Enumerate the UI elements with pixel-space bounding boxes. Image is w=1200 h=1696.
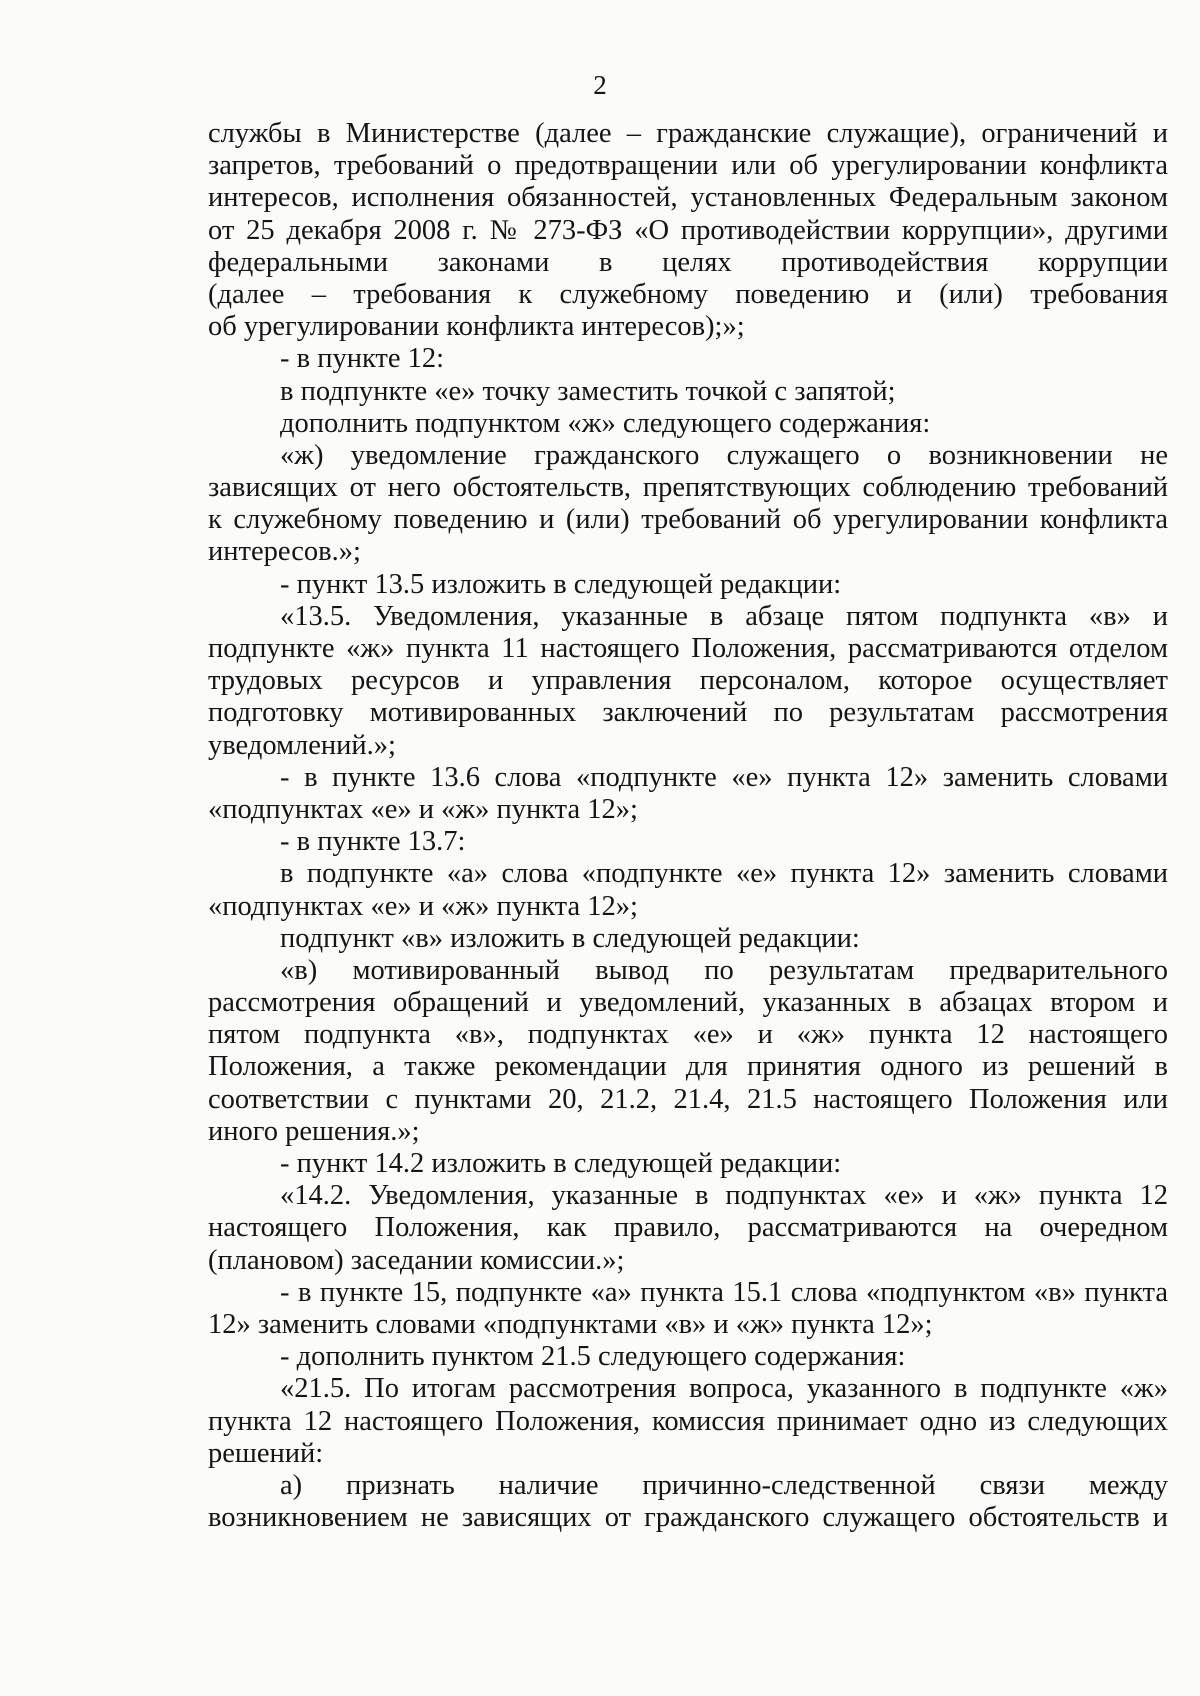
- text-line: а) признать наличие причинно-следственной связи между: [280, 1469, 1168, 1501]
- text-line: интересов, исполнения обязанностей, установленных Федеральным законом: [208, 182, 1168, 214]
- text-line: «в) мотивированный вывод по результатам предварительного: [280, 954, 1168, 986]
- text-line: - в пункте 13.6 слова «подпункте «е» пункта 12» заменить словами: [280, 761, 1168, 793]
- text-line: Положения, а также рекомендации для принятия одного из решений в: [208, 1051, 1168, 1083]
- text-line: в подпункте «а» слова «подпункте «е» пункта 12» заменить словами: [280, 858, 1168, 890]
- text-line: - пункт 14.2 изложить в следующей редакции:: [280, 1148, 842, 1179]
- text-line: «13.5. Уведомления, указанные в абзаце пятом подпункта «в» и: [280, 600, 1168, 632]
- text-line: - в пункте 12:: [280, 343, 445, 375]
- text-line: уведомлений.»;: [208, 729, 396, 761]
- text-line: от 25 декабря 2008 г. № 273-ФЗ «О противодействии коррупции», другими: [208, 214, 1168, 246]
- text-line: в подпункте «е» точку заместить точкой с запятой;: [280, 375, 896, 407]
- text-line: (далее – требования к служебному поведению и (или) требования: [208, 278, 1168, 310]
- text-line: «подпунктах «е» и «ж» пункта 12»;: [208, 890, 638, 922]
- text-line: «21.5. По итогам рассмотрения вопроса, указанного в подпункте «ж»: [280, 1373, 1168, 1405]
- text-line: «подпунктах «е» и «ж» пункта 12»;: [208, 793, 638, 825]
- text-line: - в пункте 15, подпункте «а» пункта 15.1 слова «подпунктом «в» пункта: [280, 1276, 1168, 1308]
- text-line: возникновением не зависящих от гражданского служащего обстоятельств и: [208, 1502, 1168, 1534]
- text-line: иного решения.»;: [208, 1115, 420, 1147]
- text-line: трудовых ресурсов и управления персоналом, которое осуществляет: [208, 665, 1168, 697]
- text-line: - в пункте 13.7:: [280, 826, 466, 858]
- text-line: (плановом) заседании комиссии.»;: [208, 1244, 625, 1276]
- page-number: 2: [593, 70, 607, 100]
- document-body: [208, 118, 1168, 1534]
- text-line: к служебному поведению и (или) требований об урегулировании конфликта: [208, 504, 1168, 536]
- text-line: зависящих от него обстоятельств, препятствующих соблюдению требований: [208, 472, 1168, 504]
- text-line: подпункт «в» изложить в следующей редакции:: [280, 922, 860, 954]
- text-line: подпункте «ж» пункта 11 настоящего Положения, рассматриваются отделом: [208, 633, 1168, 664]
- text-line: запретов, требований о предотвращении или об урегулировании конфликта: [208, 150, 1168, 182]
- text-line: - пункт 13.5 изложить в следующей редакции:: [280, 568, 842, 600]
- text-line: службы в Министерстве (далее – гражданские служащие), ограничений и: [208, 118, 1168, 149]
- text-line: рассмотрения обращений и уведомлений, указанных в абзацах втором и: [208, 987, 1168, 1019]
- text-line: 12» заменить словами «подпунктами «в» и «ж» пункта 12»;: [208, 1308, 933, 1340]
- text-line: подготовку мотивированных заключений по результатам рассмотрения: [208, 697, 1168, 729]
- text-line: решений:: [208, 1437, 324, 1469]
- text-line: пятом подпункта «в», подпунктах «е» и «ж» пункта 12 настоящего: [208, 1019, 1168, 1051]
- text-line: «14.2. Уведомления, указанные в подпунктах «е» и «ж» пункта 12: [280, 1180, 1168, 1212]
- text-line: - дополнить пунктом 21.5 следующего содержания:: [280, 1341, 906, 1373]
- text-line: дополнить подпунктом «ж» следующего содержания:: [280, 407, 931, 439]
- text-line: об урегулировании конфликта интересов);»;: [208, 311, 745, 343]
- text-line: интересов.»;: [208, 536, 361, 568]
- text-line: соответствии с пунктами 20, 21.2, 21.4, 21.5 настоящего Положения или: [208, 1083, 1168, 1115]
- text-line: федеральными законами в целях противодействия коррупции: [208, 246, 1168, 278]
- text-line: настоящего Положения, как правило, рассматриваются на очередном: [208, 1212, 1168, 1244]
- text-line: пункта 12 настоящего Положения, комиссия принимает одно из следующих: [208, 1405, 1168, 1437]
- text-line: «ж) уведомление гражданского служащего о возникновении не: [280, 439, 1168, 471]
